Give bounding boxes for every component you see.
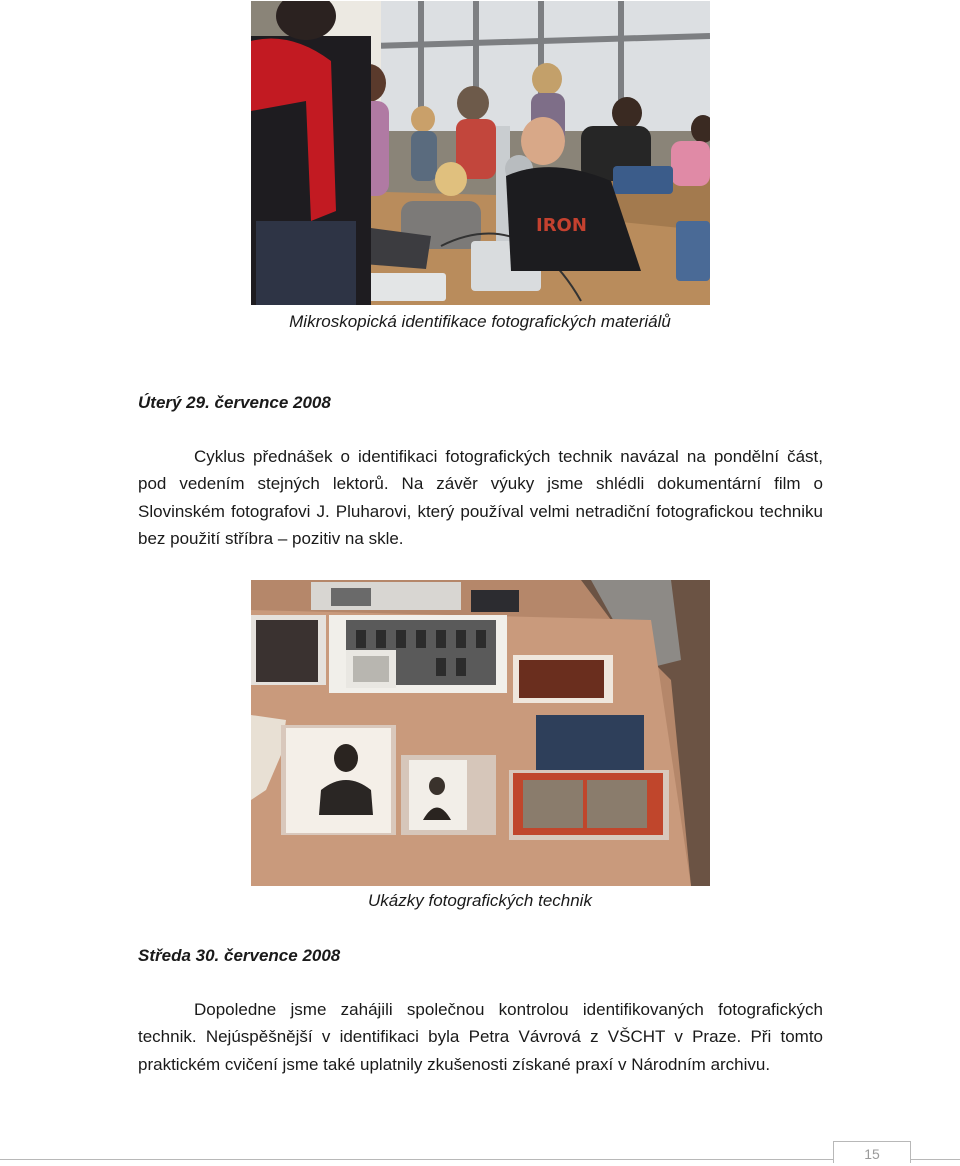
section-paragraph: Dopoledne jsme zahájili společnou kontrolou identifikovaných fotografických technik. Nejúspěšnější v identifikaci byla Petra Vávrová z VŠCHT v Praze. Při tomto praktickém cvičení jsme také uplatnily zkušenosti získané praxí v Národním archivu. bbox=[138, 1000, 823, 1074]
page-number: 15 bbox=[833, 1141, 911, 1163]
figure-caption: Ukázky fotografických technik bbox=[368, 891, 592, 910]
footer-rule bbox=[0, 1159, 960, 1160]
classroom-microscope-photo bbox=[251, 1, 710, 305]
svg-text:IRON: IRON bbox=[536, 215, 587, 236]
section-heading: Středa 30. července 2008 bbox=[138, 946, 341, 965]
section-heading: Úterý 29. července 2008 bbox=[138, 393, 331, 412]
photo-techniques-samples-photo bbox=[251, 580, 710, 886]
figure-caption: Mikroskopická identifikace fotografických materiálů bbox=[289, 312, 671, 331]
section-paragraph: Cyklus přednášek o identifikaci fotografických technik navázal na pondělní část, pod vedením stejných lektorů. Na závěr výuky jsme shlédli dokumentární film o Slovinském fotografovi J. Pluharovi, který používal velmi netradiční fotografickou techniku bez použití stříbra – pozitiv na skle. bbox=[138, 447, 823, 549]
